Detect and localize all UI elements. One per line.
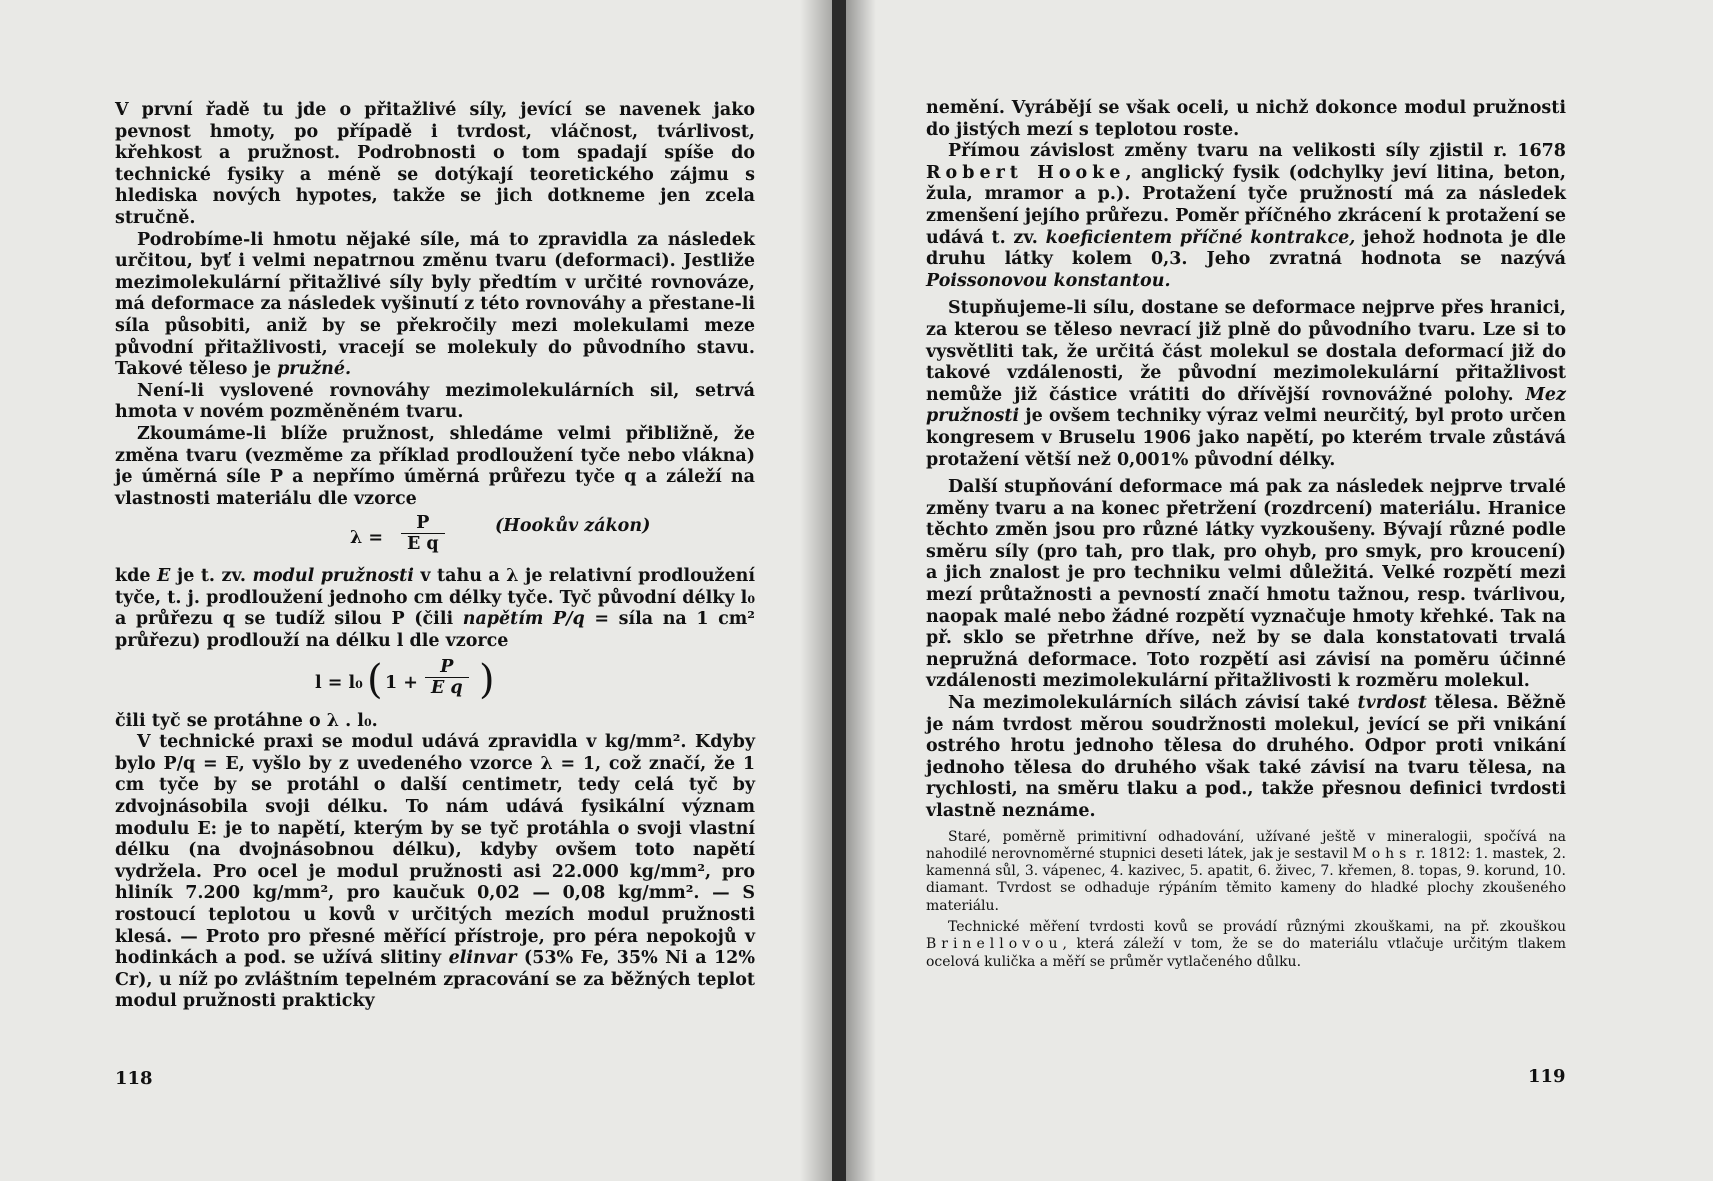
text: , která záleží v tom, že se do materiálu vtlačuje určitým tlakem ocelová kulička a měří se průměr vytlačeného důlku. xyxy=(926,936,1566,970)
gutter-shadow xyxy=(846,0,876,1181)
emphasis: napětím P/q xyxy=(462,609,585,630)
emphasis: elinvar xyxy=(448,948,517,969)
paragraph xyxy=(926,298,1566,471)
small-print-paragraph xyxy=(926,829,1566,915)
formula-lhs: λ = xyxy=(350,528,384,549)
text: tělesa. Běžně je nám tvrdost měrou soudržnosti molekul, jevící se při vnikání ostrého hrotu jednoho tělesa do druhého. Odpor proti vnikání jednoho tělesa do druhého však také závisí na tvaru tělesa, na rychlosti, na směru tlaku a pod., takže přesnou definici tvrdosti vlastně neznáme. xyxy=(926,693,1566,821)
spaced-name: Brinellovou xyxy=(926,936,1063,953)
spaced-name: Robert Hooke xyxy=(926,162,1126,183)
text: = síla na 1 cm² průřezu) prodlouží na délku l dle vzorce xyxy=(115,609,755,652)
text: kde xyxy=(115,566,158,587)
numerator: P xyxy=(425,657,469,678)
page-number: 118 xyxy=(115,1068,153,1089)
text: Přímou závislost změny tvaru na velikosti síly zjistil r. 1678 xyxy=(948,141,1566,162)
page-number: 119 xyxy=(1528,1066,1566,1087)
paragraph xyxy=(115,566,755,652)
formula-fraction xyxy=(425,657,469,698)
text: je ovšem techniky výraz velmi neurčitý, byl proto určen kongresem v Bruselu 1906 jako napětí, po kterém trvale zůstává protažení větší než 0,001% původní délky. xyxy=(926,406,1566,470)
text: Staré, poměrně primitivní odhadování, užívané ještě v mineralogii, spočívá na nahodilé nerovnoměrné stupnici deseti látek, jak je sestavil xyxy=(926,828,1566,862)
paragraph xyxy=(926,141,1566,292)
text: (53% Fe, 35% Ni a 12% Cr), u níž po zvláštním tepelném zpracování se za běžných teplot modul pružnosti prakticky xyxy=(115,948,755,1012)
paragraph: čili tyč se protáhne o λ . l₀. xyxy=(115,710,378,731)
paragraph xyxy=(115,230,755,381)
formula-fraction xyxy=(401,513,445,554)
text: V technické praxi se modul udává zpravidla v kg/mm². Kdyby bylo P/q = E, vyšlo by z uvedeného vzorce λ = 1, což značí, že 1 cm tyče by se protáhl o další centimetr, tedy celá tyč by zdvojnásobila svoji délku. To nám udává fysikální význam modulu E: je to napětí, kterým by se tyč protáhla o svoji vlastní délku (na dvojnásobnou délku), kdyby ovšem toto napětí vydržela. Pro ocel je modul pružnosti asi 22.000 kg/mm², pro hliník 7.200 kg/mm², pro kaučuk 0,02 — 0,08 kg/mm². — S rostoucí teplotou u kovů v určitých mezích modul pružnosti klesá. — Proto pro přesné měřící přístroje, pro péra nepokojů v hodinkách a pod. se užívá slitiny xyxy=(115,732,755,969)
emphasis: E xyxy=(157,566,171,587)
text: Technické měření tvrdosti kovů se provádí různými zkouškami, na př. zkouškou xyxy=(948,919,1566,936)
right-text-column xyxy=(926,98,1566,971)
text: , anglický fysik (odchylky jeví litina, beton, žula, mramor a p.). Protažení tyče pružností má za následek zmenšení jejího průřezu. Poměr příčného zkrácení k protažení se udává t. zv. xyxy=(926,162,1566,248)
emphasis: koeficientem příčné kontrakce, xyxy=(1045,227,1356,248)
paragraph: Není-li vyslovené rovnováhy mezimolekulárních sil, setrvá hmota v novém pozměněném tvaru. xyxy=(115,380,755,423)
right-page xyxy=(846,0,1713,1181)
hooke-formula xyxy=(115,510,755,566)
text: Podrobíme-li hmotu nějaké síle, má to zpravidla za následek určitou, byť i velmi nepatrnou změnu tvaru (deformaci). Jestliže mezimolekulární přitažlivé síly byly předtím v určité rovnováze, má deformace za následek vyšinutí z této rovnováhy a přestane-li síla působiti, aniž by se překročily mezi molekulami meze původní přitažlivosti, vracejí se molekuly do původního stavu. Takové těleso je xyxy=(115,229,755,380)
spaced-name: Mohs xyxy=(1352,845,1412,862)
paragraph: V první řadě tu jde o přitažlivé síly, jevící se navenek jako pevnost hmoty, po případě i tvrdost, vláčnost, tvárlivost, křehkost a pružnost. Podrobnosti o tom spadají spíše do technické fysiky a méně se dotýkají teoretického zájmu s hlediska nových hypotes, takže se jich dotkneme jen zcela stručně. xyxy=(115,100,755,228)
paragraph xyxy=(926,693,1566,823)
text: v tahu a λ je relativní prodloužení tyče, t. j. prodloužení jednoho cm délky tyče. Tyč původní délky l₀ a průřezu q se tudíž silou P (čili xyxy=(115,566,755,630)
formula-label: (Hookův zákon) xyxy=(495,516,651,537)
text: r. 1812: 1. mastek, 2. kamenná sůl, 3. vápenec, 4. kazivec, 5. apatit, 6. živec, 7. křemen, 8. topas, 9. korund, 10. diamant. Tvrdost se odhaduje rýpáním těmito kameny do hladké plochy zkoušeného materiálu. xyxy=(926,845,1566,914)
text: je t. zv. xyxy=(170,566,253,587)
formula-term: 1 + xyxy=(385,672,418,693)
numerator: P xyxy=(401,513,445,534)
emphasis: tvrdost xyxy=(1357,693,1427,714)
denominator: E q xyxy=(407,534,439,555)
emphasis: Mez pružnosti xyxy=(926,384,1566,427)
text: jehož hodnota je dle druhu látky kolem 0,3. Jeho zvratná hodnota se nazývá xyxy=(926,227,1566,270)
text: Na mezimolekulárních silách závisí také xyxy=(948,693,1358,714)
paren-close: ) xyxy=(479,656,495,703)
emphasis: modul pružnosti xyxy=(252,566,414,587)
paragraph: Zkoumáme-li blíže pružnost, shledáme velmi přibližně, že změna tvaru (vezměme za příklad prodloužení tyče nebo vlákna) je úměrná síle P a nepřímo úměrná průřezu tyče q a záleží na vlastnosti materiálu dle vzorce xyxy=(115,423,755,509)
elongation-formula xyxy=(115,653,755,711)
left-page xyxy=(0,0,840,1181)
emphasis: pružné. xyxy=(277,359,352,380)
paragraph: Další stupňování deformace má pak za následek nejprve trvalé změny tvaru a na konec přetržení (rozdrcení) materiálu. Hranice těchto změn jsou pro různé látky vyzkoušeny. Bývají různé podle směru síly (pro tah, pro tlak, pro ohyb, pro smyk, pro kroucení) a jich znalost je pro techniku velmi důležitá. Velké rozpětí mezi mezí průtažnosti a pevností značí hmotu tažnou, resp. tvárlivou, naopak malé nebo žádné rozpětí vyznačuje hmoty křehké. Tak na př. sklo se přetrhne dříve, než by se dala konstatovati trvalá nepružná deformace. Toto rozpětí asi závisí na poměru účinné vzdálenosti mezimolekulární přitažlivosti k rozměru molekul. xyxy=(926,477,1566,692)
left-text-column xyxy=(115,100,755,1013)
small-print-paragraph xyxy=(926,919,1566,971)
paren-open: ( xyxy=(367,656,383,703)
denominator: E q xyxy=(431,677,463,698)
text: Stupňujeme-li sílu, dostane se deformace nejprve přes hranici, za kterou se těleso nevrací již plně do původního tvaru. Lze si to vysvětliti tak, že určitá část molekul se dostala deformací již do takové vzdálenosti, že původní mezimolekulární přitažlivost nemůže již částice vrátiti do dřívější rovnovážné polohy. xyxy=(926,298,1566,405)
paragraph xyxy=(115,732,755,1013)
formula-lhs: l = l₀ xyxy=(315,672,363,693)
paragraph: nemění. Vyrábějí se však oceli, u nichž dokonce modul pružnosti do jistých mezí s teplotou roste. xyxy=(926,98,1566,140)
emphasis: Poissonovou konstantou. xyxy=(926,270,1171,291)
